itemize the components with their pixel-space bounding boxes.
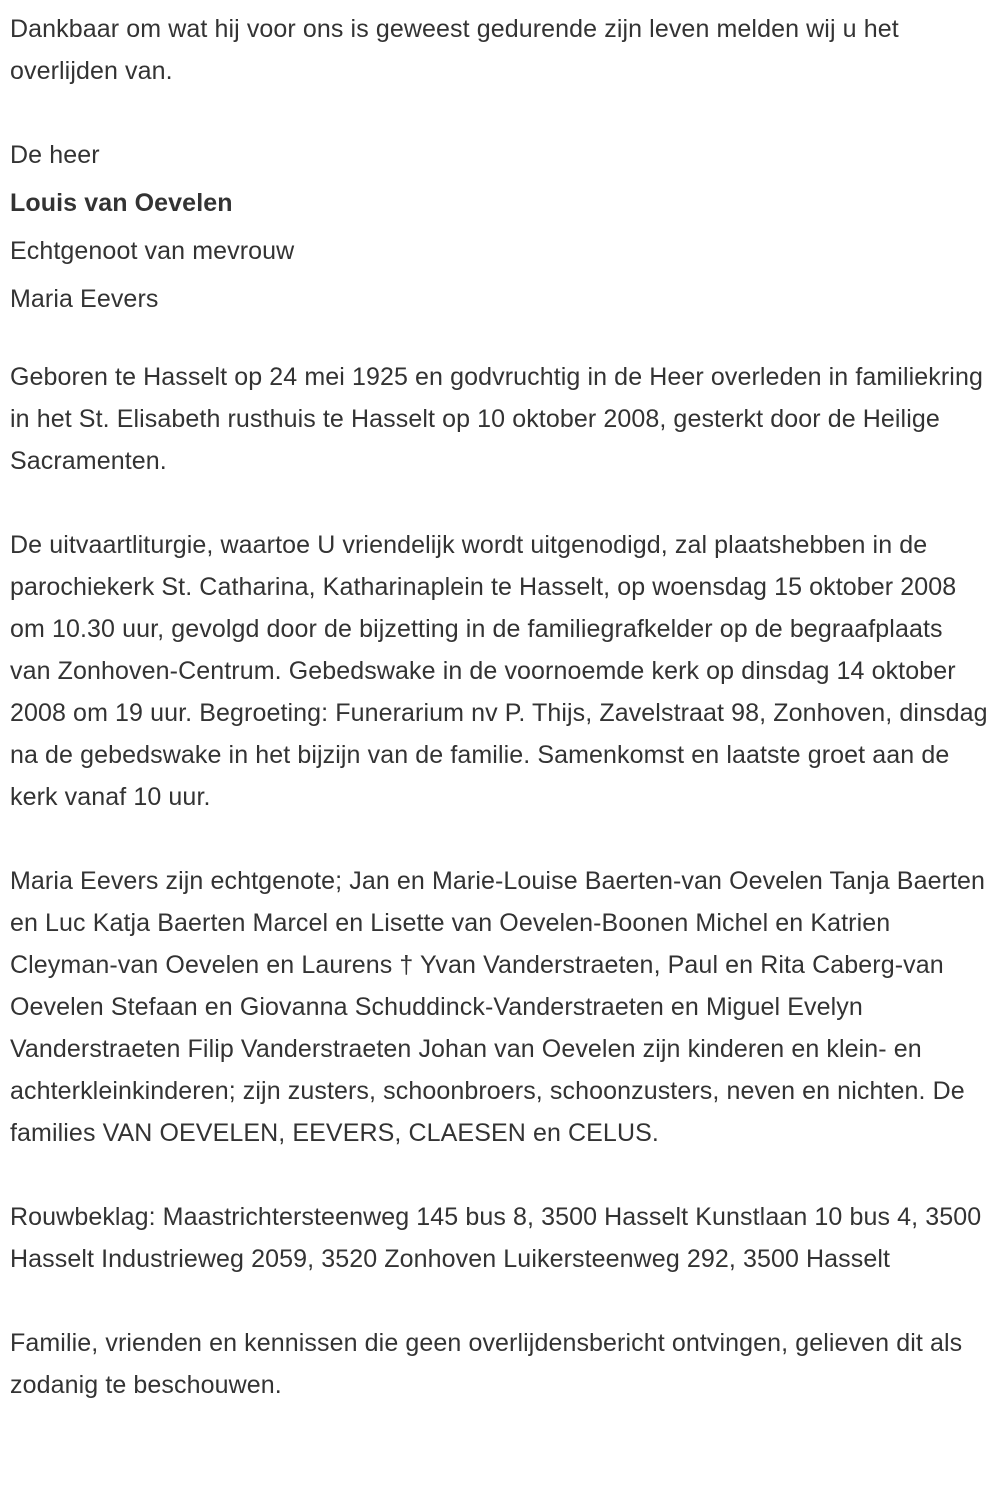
condolence-addresses-paragraph: Rouwbeklag: Maastrichtersteenweg 145 bus 8, 3500 Hasselt Kunstlaan 10 bus 4, 3500 Hasselt Industrieweg 2059, 3520 Zonhoven Luikersteenweg 292, 3500 Hasselt — [10, 1203, 982, 1273]
family-list-paragraph: Maria Eevers zijn echtgenote; Jan en Marie-Louise Baerten-van Oevelen Tanja Baerten en Luc Katja Baerten Marcel en Lisette van Oevelen-Boonen Michel en Katrien Cleyman-van Oevelen en Laurens † Yvan Vanderstraeten, Paul en Rita Caberg-van Oevelen Stefaan en Giovanna Schuddinck-Vanderstraeten en Miguel Evelyn Vanderstraeten Filip Vanderstraeten Johan van Oevelen zijn kinderen en klein- en achterkleinkinderen; zijn zusters, schoonbroers, schoonzusters, neven en nichten. De families VAN OEVELEN, EEVERS, CLAESEN en CELUS. — [10, 867, 986, 1147]
spouse-name: Maria Eevers — [10, 285, 159, 313]
intro-paragraph: Dankbaar om wat hij voor ons is geweest gedurende zijn leven melden wij u het overlijden van. — [10, 15, 899, 85]
birth-and-death-paragraph: Geboren te Hasselt op 24 mei 1925 en godvruchtig in de Heer overleden in familiekring in het St. Elisabeth rusthuis te Hasselt op 10 oktober 2008, gesterkt door de Heilige Sacramenten. — [10, 363, 983, 475]
relation-line: Echtgenoot van mevrouw — [10, 237, 295, 265]
funeral-service-paragraph: De uitvaartliturgie, waartoe U vriendelijk wordt uitgenodigd, zal plaatshebben in de parochiekerk St. Catharina, Katharinaplein te Hasselt, op woensdag 15 oktober 2008 om 10.30 uur, gevolgd door de bijzetting in de familiegrafkelder op de begraafplaats van Zonhoven-Centrum. Gebedswake in de voornoemde kerk op dinsdag 14 oktober 2008 om 19 uur. Begroeting: Funerarium nv P. Thijs, Zavelstraat 98, Zonhoven, dinsdag na de gebedswake in het bijzijn van de familie. Samenkomst en laatste groet aan de kerk vanaf 10 uur. — [10, 531, 988, 811]
salutation-line: De heer — [10, 141, 100, 169]
closing-notice-paragraph: Familie, vrienden en kennissen die geen overlijdensbericht ontvingen, gelieven dit als zodanig te beschouwen. — [10, 1329, 963, 1399]
deceased-header-block — [10, 134, 990, 320]
deceased-name: Louis van Oevelen — [10, 189, 233, 217]
